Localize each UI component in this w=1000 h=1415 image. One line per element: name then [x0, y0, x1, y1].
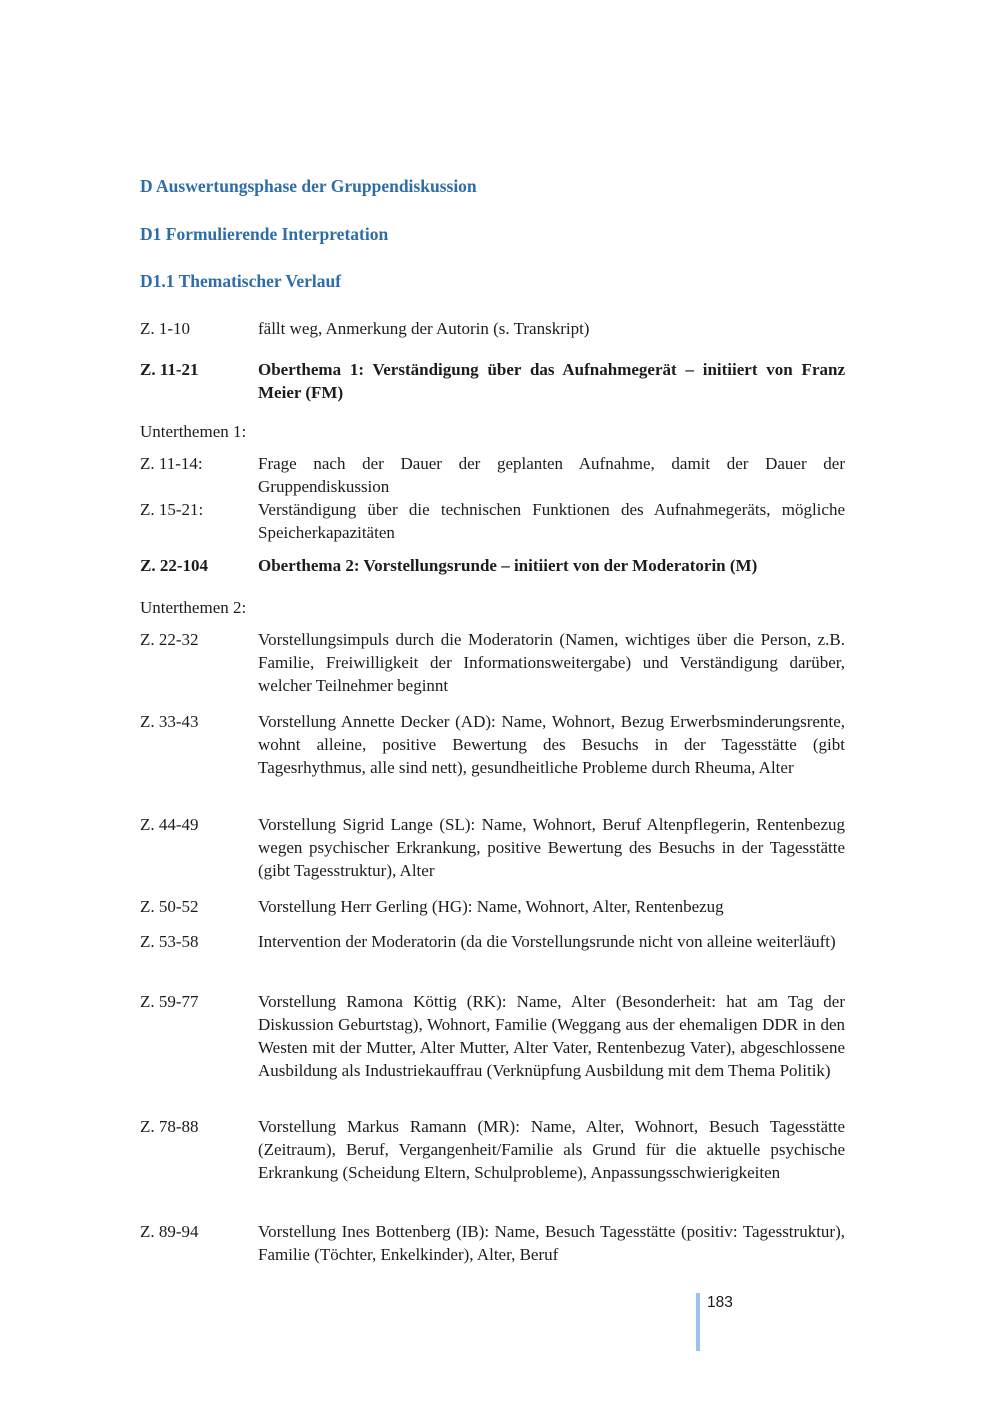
outline-row	[140, 710, 845, 779]
row-description: Oberthema 2: Vorstellungsrunde – initiiert von der Moderatorin (M)	[258, 556, 758, 575]
line-range-label: Z. 11-21	[140, 360, 199, 379]
outline-row	[140, 895, 845, 918]
row-description: Vorstellung Annette Decker (AD): Name, Wohnort, Bezug Erwerbsminderungsrente, wohnt alleine, positive Bewertung des Besuchs in der Tagesstätte (gibt Tagesrhythmus, alle sind nett), gesundheitliche Probleme durch Rheuma, Alter	[258, 712, 845, 777]
line-range-label: Z. 1-10	[140, 319, 191, 338]
line-range-label: Z. 53-58	[140, 932, 199, 951]
row-description: Vorstellung Markus Ramann (MR): Name, Alter, Wohnort, Besuch Tagesstätte (Zeitraum), Beruf, Vergangenheit/Familie als Grund für die aktuelle psychische Erkrankung (Scheidung Eltern, Schulprobleme), Anpassungsschwierigkeiten	[258, 1117, 845, 1182]
line-range-label: Z. 50-52	[140, 897, 199, 916]
outline-row	[140, 990, 845, 1082]
outline-row	[140, 317, 845, 340]
row-description: fällt weg, Anmerkung der Autorin (s. Transkript)	[258, 319, 590, 338]
subtopics-heading-2: Unterthemen 2:	[140, 598, 247, 617]
page-number: 183	[707, 1294, 733, 1311]
row-description: Vorstellung Ramona Köttig (RK): Name, Alter (Besonderheit: hat am Tag der Diskussion Geburtstag), Wohnort, Familie (Weggang aus der ehemaligen DDR in den Westen mit der Mutter, Alter Mutter, Alter Vater, Rentenbezug Vater), abgeschlossene Ausbildung als Industriekauffrau (Verknüpfung Ausbildung mit dem Thema Politik)	[258, 992, 845, 1080]
line-range-label: Z. 22-104	[140, 556, 208, 575]
row-description: Frage nach der Dauer der geplanten Aufnahme, damit der Dauer der Gruppendiskussion	[258, 454, 845, 496]
row-description: Oberthema 1: Verständigung über das Aufnahmegerät – initiiert von Franz Meier (FM)	[258, 360, 845, 402]
line-range-label: Z. 78-88	[140, 1117, 199, 1136]
row-description: Intervention der Moderatorin (da die Vorstellungsrunde nicht von alleine weiterläuft)	[258, 932, 836, 951]
row-description: Vorstellung Herr Gerling (HG): Name, Wohnort, Alter, Rentenbezug	[258, 897, 724, 916]
footer-accent-bar	[696, 1293, 700, 1351]
section-heading-d1: D1 Formulierende Interpretation	[140, 224, 389, 244]
outline-row	[140, 1220, 845, 1266]
outline-row	[140, 628, 845, 697]
outline-row	[140, 498, 845, 544]
row-description: Vorstellung Ines Bottenberg (IB): Name, Besuch Tagesstätte (positiv: Tagesstruktur), Familie (Töchter, Enkelkinder), Alter, Beruf	[258, 1222, 845, 1264]
row-description: Vorstellung Sigrid Lange (SL): Name, Wohnort, Beruf Altenpflegerin, Rentenbezug wegen psychischer Erkrankung, positive Bewertung des Besuchs in der Tagesstätte (gibt Tagesstruktur), Alter	[258, 815, 845, 880]
subtopics-heading-1: Unterthemen 1:	[140, 422, 247, 441]
line-range-label: Z. 11-14:	[140, 454, 203, 473]
line-range-label: Z. 15-21:	[140, 500, 204, 519]
line-range-label: Z. 44-49	[140, 815, 199, 834]
line-range-label: Z. 89-94	[140, 1222, 199, 1241]
outline-row	[140, 1115, 845, 1184]
outline-row-main-topic	[140, 358, 845, 404]
line-range-label: Z. 22-32	[140, 630, 199, 649]
row-description: Vorstellungsimpuls durch die Moderatorin (Namen, wichtiges über die Person, z.B. Familie, Freiwilligkeit der Informationsweitergabe) und Verständigung darüber, welcher Teilnehmer beginnt	[258, 630, 845, 695]
row-description: Verständigung über die technischen Funktionen des Aufnahmegeräts, mögliche Speicherkapazitäten	[258, 500, 845, 542]
section-heading-d11: D1.1 Thematischer Verlauf	[140, 271, 342, 291]
line-range-label: Z. 59-77	[140, 992, 199, 1011]
outline-row-main-topic	[140, 554, 845, 577]
outline-row	[140, 452, 845, 498]
outline-row	[140, 930, 845, 953]
outline-row	[140, 813, 845, 882]
line-range-label: Z. 33-43	[140, 712, 199, 731]
section-heading-d: D Auswertungsphase der Gruppendiskussion	[140, 176, 477, 196]
